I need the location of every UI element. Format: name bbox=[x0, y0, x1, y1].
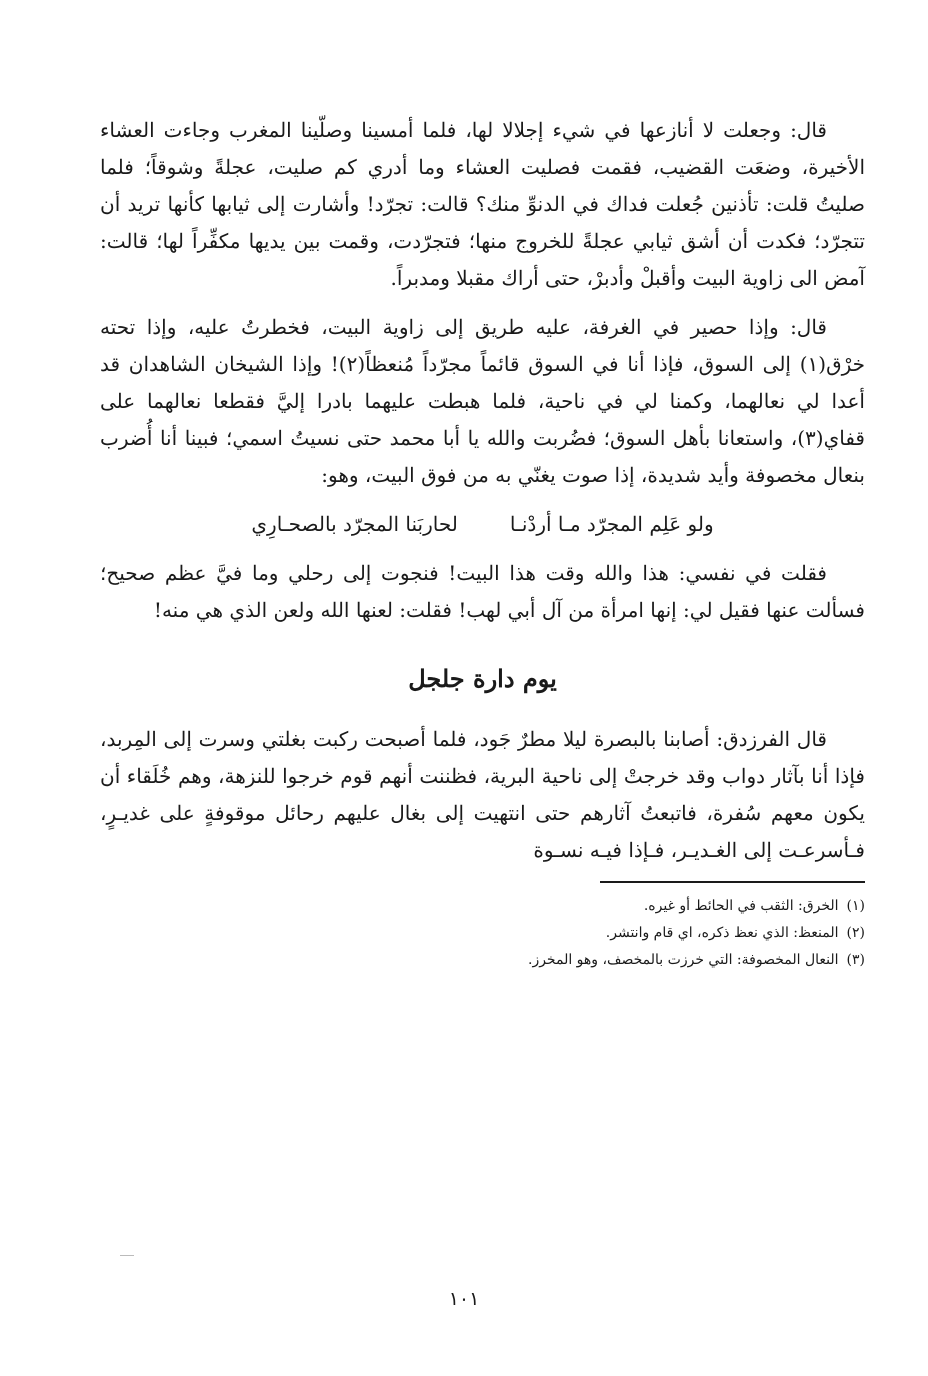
page-number: ١٠١ bbox=[448, 1288, 480, 1310]
footnotes bbox=[100, 893, 865, 974]
verse-hemistich-1: ولو عَلِم المجرّد مـا أردْنـا bbox=[509, 512, 714, 536]
footnote-number: (١) bbox=[846, 898, 865, 914]
footnote-number: (٣) bbox=[846, 952, 865, 968]
section-heading: يوم دارة جلجل bbox=[408, 664, 557, 693]
footnote-1 bbox=[100, 893, 865, 920]
verse-hemistich-2: لحاربَنا المجرّد بالصحـارِي bbox=[251, 512, 458, 536]
footnote-separator bbox=[600, 881, 865, 883]
paragraph-2: قال: وإذا حصير في الغرفة، عليه طريق إلى زاوية البيت، فخطرتُ عليه، وإذا تحته خرْق(١) إلى السوق، فإذا أنا في السوق قائماً مجرّداً مُنعظاً(٢)! وإذا الشيخان الشاهدان قد أعدا لي نعالهما، وكمنا لي في ناحية، فلما هبطت عليهما بادرا إليَّ فقطعا نعالهما على قفاي(٣)، واستعانا بأهل السوق؛ فضُربت والله يا أبا محمد حتى نسيتُ اسمي؛ فبينا أنا أُضرب بنعال مخصوفة وأيد شديدة، إذا صوت يغنّي به من فوق البيت، وهو: bbox=[100, 315, 865, 487]
paragraph-1: قال: وجعلت لا أنازعها في شيء إجلالا لها، فلما أمسينا وصلّينا المغرب وجاءت العشاء الأخيرة، وضعَت القضيب، فقمت فصليت العشاء وما أدري كم صليت، عجلةً وشوقاً؛ فلما صليتُ قلت: تأذنين جُعلت فداك في الدنوِّ منك؟ قالت: تجرّد! وأشارت إلى ثيابها كأنها تريد أن تتجرّد؛ فكدت أن أشق ثيابي عجلةً للخروج منها؛ فتجرّدت، وقمت بين يديها مكفِّراً لها؛ قالت: آمض الى زاوية البيت وأقبلْ وأدبرْ، حتى أراك مقبلا ومدبراً. bbox=[100, 118, 865, 290]
scan-mark bbox=[120, 1255, 134, 1256]
paragraph-3: فقلت في نفسي: هذا والله وقت هذا البيت! فنجوت إلى رحلي وما فيَّ عظم صحيح؛ فسألت عنها فقيل لي: إنها امرأة من آل أبي لهب! فقلت: لعنها الله ولعن الذي هي منه! bbox=[100, 561, 865, 622]
footnote-3 bbox=[100, 947, 865, 974]
footnote-text: الخرق: الثقب في الحائط أو غيره. bbox=[643, 898, 839, 914]
poetry-verse bbox=[100, 506, 865, 543]
page-body bbox=[100, 112, 865, 974]
footnote-text: المنعظ: الذي نعظ ذكره، اي قام وانتشر. bbox=[605, 925, 839, 941]
footnote-text: النعال المخصوفة: التي خرزت بالمخصف، وهو المخرز. bbox=[528, 952, 839, 968]
paragraph-4: قال الفرزدق: أصابنا بالبصرة ليلا مطرٌ جَود، فلما أصبحت ركبت بغلتي وسرت إلى المِربد، فإذا أنا بآثار دواب وقد خرجتْ إلى ناحية البرية، فظننت أنهم قوم خرجوا للنزهة، وهم خُلَقاء أن يكون معهم سُفرة، فاتبعتُ آثارهم حتى انتهيت إلى بغال عليهم رحائل موقوفةٍ على غديـرٍ، فـأسرعـت إلى الغـديـر، فـإذا فيـه نسـوة bbox=[100, 727, 865, 862]
footnote-number: (٢) bbox=[846, 925, 865, 941]
footnote-2 bbox=[100, 920, 865, 947]
